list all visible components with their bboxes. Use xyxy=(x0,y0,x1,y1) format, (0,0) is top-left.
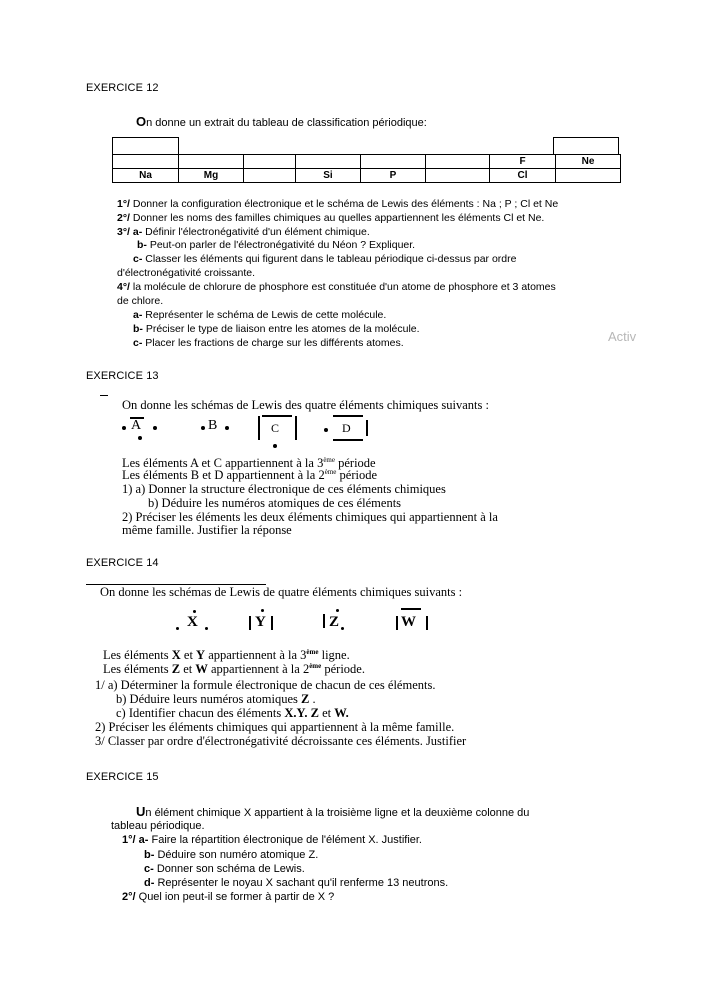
lewis-symbol-c: C xyxy=(271,421,280,435)
table-cell: Ne xyxy=(556,155,621,169)
exercise-15-title: EXERCICE 15 xyxy=(86,771,159,783)
ex13-q1a: 1) a) Donner la structure électronique de ces éléments chimiques xyxy=(122,482,446,496)
ex15-q2: 2°/ Quel ion peut-il se former à partir de X ? xyxy=(122,891,335,903)
lewis-symbol-b: B xyxy=(208,418,218,433)
electron-dot xyxy=(122,426,126,430)
ex15-q1d: d- Représenter le noyau X sachant qu'il renferme 13 neutrons. xyxy=(144,877,449,889)
ex12-q3b: b- Peut-on parler de l'électronégativité du Néon ? Expliquer. xyxy=(137,239,416,251)
table-cell xyxy=(244,169,296,183)
ex15-intro: Un élément chimique X appartient à la troisième ligne et la deuxième colonne du xyxy=(136,804,530,819)
ex13-line1: Les éléments A et C appartiennent à la 3ème période xyxy=(122,456,376,471)
electron-pair-bar xyxy=(333,415,363,417)
electron-pair-bar xyxy=(323,614,325,628)
electron-dot xyxy=(153,426,157,430)
electron-pair-bar xyxy=(366,420,368,436)
table-cell: Na xyxy=(113,169,179,183)
table-cell-h1 xyxy=(112,137,179,155)
table-cell: Cl xyxy=(490,169,556,183)
exercise-13-title: EXERCICE 13 xyxy=(86,370,159,382)
table-cell xyxy=(244,155,296,169)
table-cell xyxy=(113,155,179,169)
electron-pair-bar xyxy=(295,416,297,440)
lewis-symbol-w: W xyxy=(401,614,416,630)
table-cell: F xyxy=(490,155,556,169)
ex12-q2: 2°/ Donner les noms des familles chimiques au quelles appartiennent les éléments Cl et Ne. xyxy=(117,212,545,224)
ex14-q1b: b) Déduire leurs numéros atomiques Z . xyxy=(116,692,316,706)
ex12-q3c-cont: d'électronégativité croissante. xyxy=(117,267,255,279)
ex13-q1b: b) Déduire les numéros atomiques de ces éléments xyxy=(148,496,402,510)
electron-pair-bar xyxy=(271,616,273,630)
ex15-q1b: b- Déduire son numéro atomique Z. xyxy=(144,849,319,861)
ex15-intro-cont: tableau périodique. xyxy=(111,820,205,832)
electron-pair-bar xyxy=(258,416,260,440)
lewis-symbol-a: A xyxy=(131,418,142,433)
activation-watermark: Activ xyxy=(608,329,637,344)
ex15-q1c: c- Donner son schéma de Lewis. xyxy=(144,863,305,875)
table-cell: P xyxy=(361,169,426,183)
ex12-q4b: b- Préciser le type de liaison entre les atomes de la molécule. xyxy=(133,323,420,335)
electron-dot xyxy=(201,426,205,430)
lewis-symbol-x: X xyxy=(187,614,198,630)
electron-pair-bar xyxy=(249,616,251,630)
ex14-q3: 3/ Classer par ordre d'électronégativité décroissante ces éléments. Justifier xyxy=(95,734,467,748)
ex14-line1: Les éléments X et Y appartiennent à la 3ème ligne. xyxy=(103,648,350,663)
ex12-q1: 1°/ Donner la configuration électronique et le schéma de Lewis des éléments : Na ; P ; Cl et Ne xyxy=(117,198,559,210)
table-cell xyxy=(296,155,361,169)
lewis-symbol-d: D xyxy=(342,421,351,435)
ex12-q4c: c- Placer les fractions de charge sur les différents atomes. xyxy=(133,337,404,349)
electron-dot xyxy=(261,609,264,612)
ex14-intro: On donne les schémas de Lewis de quatre éléments chimiques suivants : xyxy=(100,585,463,599)
ex12-q3c: c- Classer les éléments qui figurent dans le tableau périodique ci-dessus par ordre xyxy=(133,253,517,265)
ex14-q1c: c) Identifier chacun des éléments X.Y. Z et W. xyxy=(116,706,349,720)
electron-pair-bar xyxy=(401,608,421,610)
electron-dot xyxy=(341,627,344,630)
ex13-q2: 2) Préciser les éléments les deux éléments chimiques qui appartiennent à la xyxy=(122,510,498,524)
table-cell xyxy=(361,155,426,169)
table-cell xyxy=(179,155,244,169)
electron-dot xyxy=(138,436,142,440)
table-cell xyxy=(426,155,490,169)
periodic-table-extract xyxy=(112,154,621,183)
ex13-line2: Les éléments B et D appartiennent à la 2ème période xyxy=(122,468,377,483)
exercise-12-title: EXERCICE 12 xyxy=(86,82,159,94)
table-cell: Mg xyxy=(179,169,244,183)
table-cell xyxy=(426,169,490,183)
electron-dot xyxy=(193,610,196,613)
exercise-14-title: EXERCICE 14 xyxy=(86,557,159,569)
electron-dot xyxy=(225,426,229,430)
table-cell-h18 xyxy=(553,137,619,155)
dash-mark xyxy=(100,395,108,396)
lewis-symbol-z: Z xyxy=(329,614,340,630)
electron-dot xyxy=(273,444,277,448)
lewis-symbol-y: Y xyxy=(255,614,266,630)
table-cell: Si xyxy=(296,169,361,183)
ex12-q4: 4°/ la molécule de chlorure de phosphore est constituée d'un atome de phosphore et 3 atomes xyxy=(117,281,556,293)
electron-pair-bar xyxy=(426,616,428,630)
electron-pair-bar xyxy=(262,415,292,417)
electron-pair-bar xyxy=(333,439,363,441)
ex14-q2: 2) Préciser les éléments chimiques qui appartiennent à la même famille. xyxy=(95,720,455,734)
ex14-line2: Les éléments Z et W appartiennent à la 2ème période. xyxy=(103,662,365,677)
table-cell xyxy=(556,169,621,183)
ex12-q4-cont: de chlore. xyxy=(117,295,164,307)
ex12-q3a: 3°/ a- Définir l'électronégativité d'un élément chimique. xyxy=(117,226,370,238)
electron-dot xyxy=(324,428,328,432)
ex13-q2-cont: même famille. Justifier la réponse xyxy=(122,523,292,537)
electron-pair-bar xyxy=(396,616,398,630)
ex12-q4a: a- Représenter le schéma de Lewis de cette molécule. xyxy=(133,309,387,321)
electron-dot xyxy=(336,609,339,612)
ex14-q1a: 1/ a) Déterminer la formule électronique de chacun de ces éléments. xyxy=(95,678,436,692)
ex13-intro: On donne les schémas de Lewis des quatre éléments chimiques suivants : xyxy=(122,398,489,412)
ex15-q1a: 1°/ a- Faire la répartition électronique de l'élément X. Justifier. xyxy=(122,834,422,846)
electron-dot xyxy=(205,627,208,630)
ex12-intro: On donne un extrait du tableau de classification périodique: xyxy=(136,114,427,129)
electron-dot xyxy=(176,627,179,630)
